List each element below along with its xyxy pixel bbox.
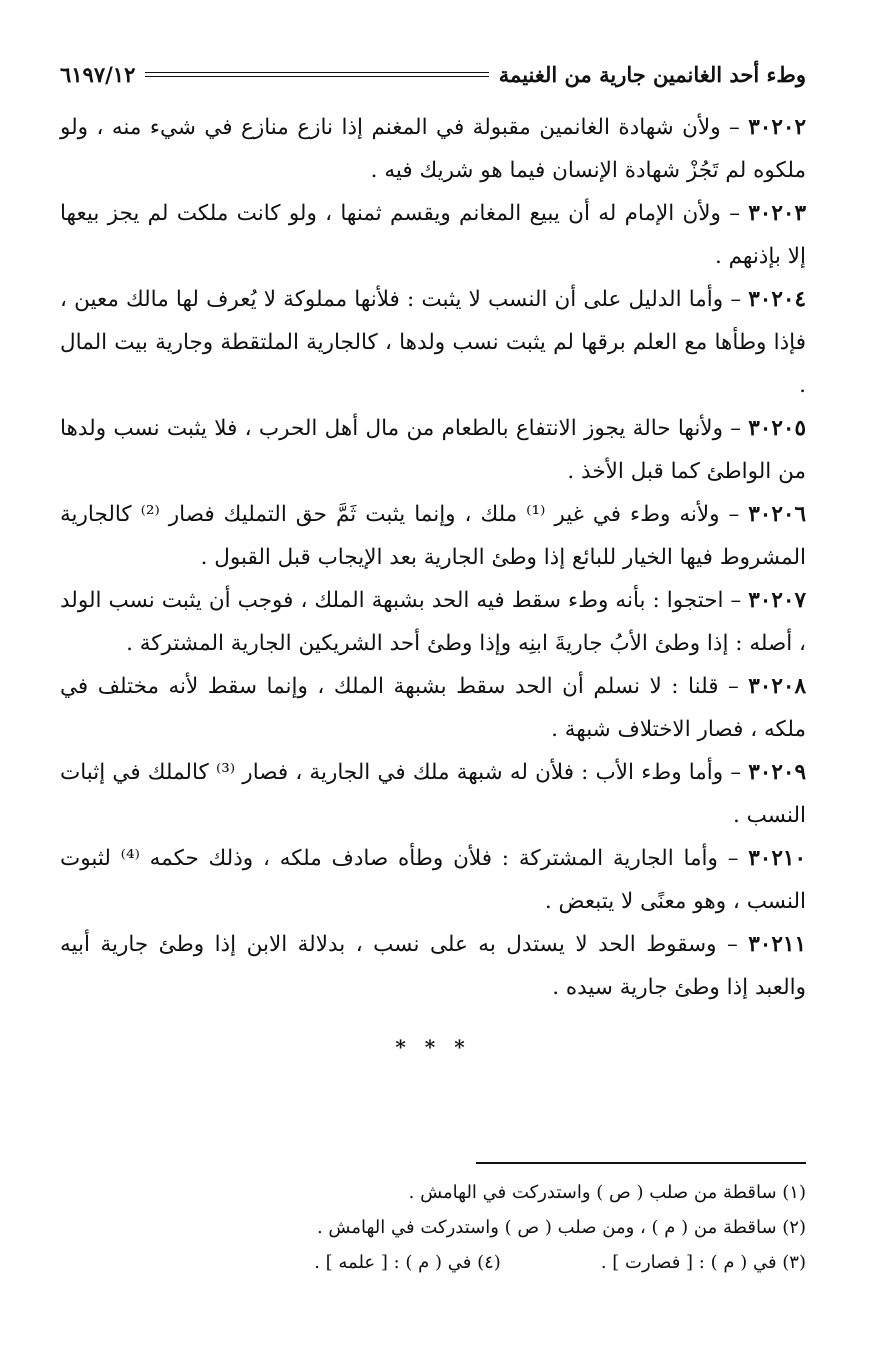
paragraph-number: ٣٠٢٠٥ (748, 416, 806, 441)
paragraph-number: ٣٠٢٠٩ (748, 760, 806, 785)
footnote-2: (٢) ساقطة من ( م ) ، ومن صلب ( ص ) واستدركت في الهامش . (316, 1217, 806, 1238)
paragraph-text: – احتجوا : بأنه وطء سقط فيه الحد بشبهة الملك ، فوجب أن يثبت نسب الولد ، أصله : إذا وطئ الأبُ جاريةَ ابنِه وإذا وطئ أحد الشريكين الجارية المشتركة . (60, 588, 806, 656)
section-separator: * * * (395, 1035, 471, 1059)
footnote-area (60, 0, 806, 1358)
footnotes (60, 1175, 806, 1280)
paragraph-number: ٣٠٢٠٢ (748, 115, 806, 140)
paragraph-number: ٣٠٢٠٦ (748, 502, 806, 527)
footnote-3: (٣) في ( م ) : [ فصارت ] . (600, 1252, 806, 1273)
page-number: ٦١٩٧/١٢ (60, 61, 136, 87)
footnote-row (60, 1245, 806, 1280)
footnote-1: (١) ساقطة من صلب ( ص ) واستدركت في الهامش . (408, 1182, 806, 1203)
paragraph-text: – وأما الجارية المشتركة : فلأن وطأه صادف ملكه ، وذلك حكمه ⁽⁴⁾ لثبوت النسب ، وهو معنًى لا يتبعض . (60, 846, 806, 914)
footnote-rule (476, 1162, 806, 1164)
footnote-4: (٤) في ( م ) : [ علمه ] . (314, 1252, 501, 1273)
paragraph-number: ٣٠٢٠٣ (748, 201, 806, 226)
paragraph-number: ٣٠٢١١ (748, 932, 806, 957)
paragraph-text: – ولأنه وطء في غير ⁽¹⁾ ملك ، وإنما يثبت ثَمَّ حق التمليك فصار ⁽²⁾ كالجارية المشروط فيها الخيار للبائع إذا وطئ الجارية بعد الإيجاب قبل القبول . (60, 502, 806, 570)
paragraph-number: ٣٠٢٠٨ (748, 674, 806, 699)
paragraph-text: – قلنا : لا نسلم أن الحد سقط بشبهة الملك ، وإنما سقط لأنه مختلف في ملكه ، فصار الاختلاف شبهة . (60, 674, 806, 742)
paragraph-text: – وسقوط الحد لا يستدل به على نسب ، بدلالة الابن إذا وطئ جارية أبيه والعبد إذا وطئ جارية سيده . (60, 932, 806, 1000)
header-title: وطء أحد الغانمين جارية من الغنيمة (498, 61, 806, 87)
paragraph-text: – وأما وطء الأب : فلأن له شبهة ملك في الجارية ، فصار ⁽³⁾ كالملك في إثبات النسب . (60, 760, 806, 828)
paragraph-text: – ولأن الإمام له أن يبيع المغانم ويقسم ثمنها ، ولو كانت ملكت لم يجز بيعها إلا بإذنهم . (60, 201, 806, 269)
paragraph-text: – ولأنها حالة يجوز الانتفاع بالطعام من مال أهل الحرب ، فلا يثبت نسب ولدها من الواطئ كما قبل الأخذ . (60, 416, 806, 484)
paragraph-text: – وأما الدليل على أن النسب لا يثبت : فلأنها مملوكة لا يُعرف لها مالك معين ، فإذا وطأها مع العلم برقها لم يثبت نسب ولدها ، كالجارية الملتقطة وجارية بيت المال . (60, 287, 806, 398)
paragraph-number: ٣٠٢٠٧ (748, 588, 806, 613)
paragraph-text: – ولأن شهادة الغانمين مقبولة في المغنم إذا نازع منازع في شيء منه ، ولو ملكوه لم تَجُزْ شهادة الإنسان فيما هو شريك فيه . (60, 115, 806, 183)
paragraph-number: ٣٠٢٠٤ (748, 287, 806, 312)
paragraph-number: ٣٠٢١٠ (748, 846, 806, 871)
